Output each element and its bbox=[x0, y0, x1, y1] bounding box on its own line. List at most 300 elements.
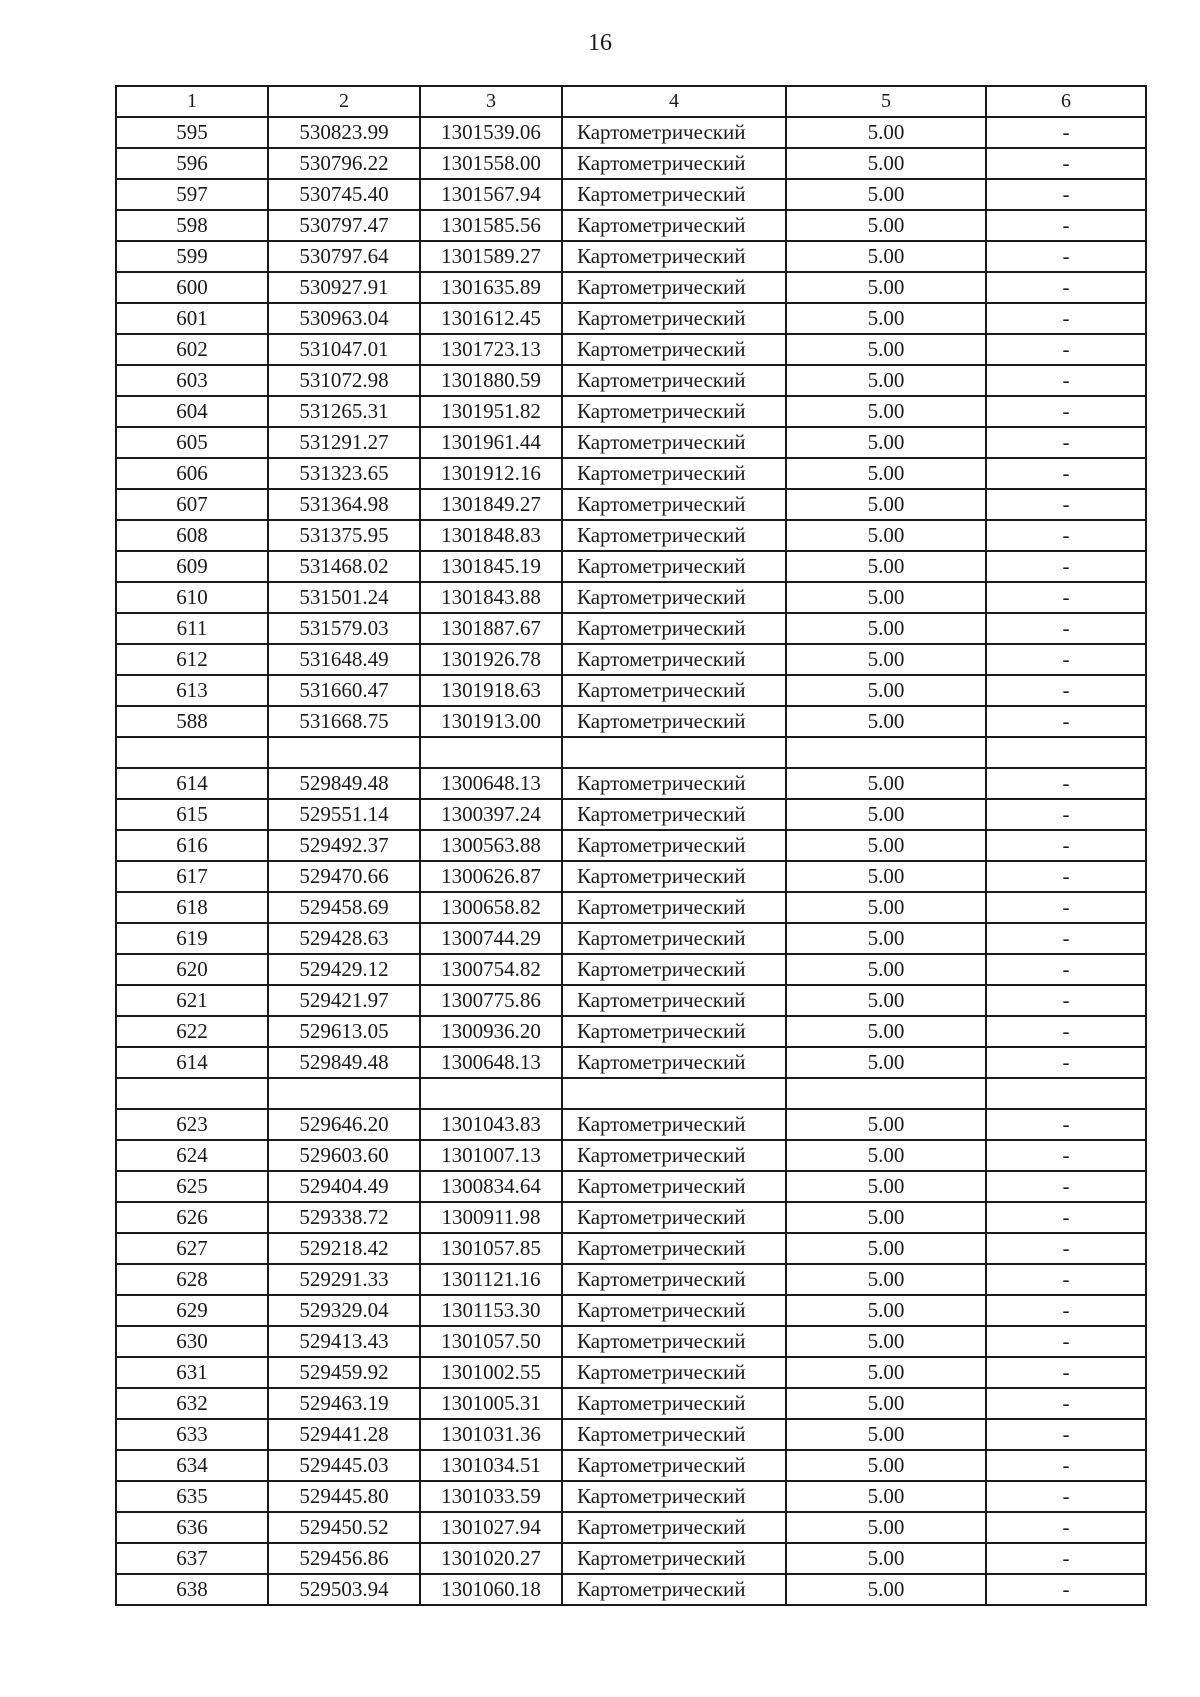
y-coordinate-cell: 1301926.78 bbox=[420, 644, 562, 675]
method-cell: Картометрический bbox=[562, 1357, 786, 1388]
x-coordinate-cell: 529456.86 bbox=[268, 1543, 420, 1574]
accuracy-cell: 5.00 bbox=[786, 272, 986, 303]
accuracy-cell: 5.00 bbox=[786, 334, 986, 365]
accuracy-cell bbox=[786, 1078, 986, 1109]
accuracy-cell: 5.00 bbox=[786, 1388, 986, 1419]
description-cell: - bbox=[986, 1016, 1146, 1047]
method-cell: Картометрический bbox=[562, 1543, 786, 1574]
method-cell: Картометрический bbox=[562, 1512, 786, 1543]
description-cell bbox=[986, 737, 1146, 768]
table-row bbox=[116, 675, 1146, 706]
method-cell: Картометрический bbox=[562, 675, 786, 706]
x-coordinate-cell: 530927.91 bbox=[268, 272, 420, 303]
accuracy-cell: 5.00 bbox=[786, 1171, 986, 1202]
accuracy-cell: 5.00 bbox=[786, 489, 986, 520]
accuracy-cell bbox=[786, 737, 986, 768]
point-number-cell: 596 bbox=[116, 148, 268, 179]
separator-row bbox=[116, 737, 1146, 768]
method-cell: Картометрический bbox=[562, 706, 786, 737]
point-number-cell: 611 bbox=[116, 613, 268, 644]
description-cell: - bbox=[986, 1171, 1146, 1202]
point-number-cell: 602 bbox=[116, 334, 268, 365]
method-cell: Картометрический bbox=[562, 582, 786, 613]
description-cell: - bbox=[986, 613, 1146, 644]
method-cell: Картометрический bbox=[562, 334, 786, 365]
x-coordinate-cell: 529503.94 bbox=[268, 1574, 420, 1605]
x-coordinate-cell: 529338.72 bbox=[268, 1202, 420, 1233]
method-cell: Картометрический bbox=[562, 1264, 786, 1295]
y-coordinate-cell: 1301849.27 bbox=[420, 489, 562, 520]
accuracy-cell: 5.00 bbox=[786, 768, 986, 799]
method-cell: Картометрический bbox=[562, 1295, 786, 1326]
description-cell: - bbox=[986, 1512, 1146, 1543]
description-cell: - bbox=[986, 954, 1146, 985]
y-coordinate-cell: 1301539.06 bbox=[420, 117, 562, 148]
point-number-cell: 612 bbox=[116, 644, 268, 675]
point-number-cell: 604 bbox=[116, 396, 268, 427]
column-header: 3 bbox=[420, 86, 562, 117]
accuracy-cell: 5.00 bbox=[786, 1233, 986, 1264]
accuracy-cell: 5.00 bbox=[786, 210, 986, 241]
table-row bbox=[116, 1202, 1146, 1233]
x-coordinate-cell: 529463.19 bbox=[268, 1388, 420, 1419]
point-number-cell: 606 bbox=[116, 458, 268, 489]
table-row bbox=[116, 1047, 1146, 1078]
description-cell: - bbox=[986, 1140, 1146, 1171]
table-row bbox=[116, 303, 1146, 334]
accuracy-cell: 5.00 bbox=[786, 1481, 986, 1512]
table-row bbox=[116, 1574, 1146, 1605]
description-cell: - bbox=[986, 706, 1146, 737]
table-row bbox=[116, 396, 1146, 427]
method-cell bbox=[562, 1078, 786, 1109]
description-cell: - bbox=[986, 1109, 1146, 1140]
table-row bbox=[116, 241, 1146, 272]
description-cell: - bbox=[986, 830, 1146, 861]
y-coordinate-cell: 1301723.13 bbox=[420, 334, 562, 365]
description-cell: - bbox=[986, 396, 1146, 427]
description-cell: - bbox=[986, 1047, 1146, 1078]
x-coordinate-cell: 531072.98 bbox=[268, 365, 420, 396]
accuracy-cell: 5.00 bbox=[786, 1109, 986, 1140]
x-coordinate-cell: 529459.92 bbox=[268, 1357, 420, 1388]
accuracy-cell: 5.00 bbox=[786, 520, 986, 551]
accuracy-cell: 5.00 bbox=[786, 148, 986, 179]
point-number-cell: 630 bbox=[116, 1326, 268, 1357]
y-coordinate-cell bbox=[420, 1078, 562, 1109]
description-cell: - bbox=[986, 458, 1146, 489]
method-cell: Картометрический bbox=[562, 1109, 786, 1140]
point-number-cell: 614 bbox=[116, 768, 268, 799]
description-cell: - bbox=[986, 675, 1146, 706]
point-number-cell: 626 bbox=[116, 1202, 268, 1233]
y-coordinate-cell: 1301612.45 bbox=[420, 303, 562, 334]
point-number-cell: 629 bbox=[116, 1295, 268, 1326]
y-coordinate-cell: 1300775.86 bbox=[420, 985, 562, 1016]
method-cell: Картометрический bbox=[562, 954, 786, 985]
description-cell: - bbox=[986, 768, 1146, 799]
point-number-cell: 638 bbox=[116, 1574, 268, 1605]
description-cell bbox=[986, 1078, 1146, 1109]
table-row bbox=[116, 1481, 1146, 1512]
description-cell: - bbox=[986, 241, 1146, 272]
x-coordinate-cell: 531291.27 bbox=[268, 427, 420, 458]
accuracy-cell: 5.00 bbox=[786, 1357, 986, 1388]
x-coordinate-cell: 529218.42 bbox=[268, 1233, 420, 1264]
method-cell: Картометрический bbox=[562, 148, 786, 179]
y-coordinate-cell: 1301033.59 bbox=[420, 1481, 562, 1512]
accuracy-cell: 5.00 bbox=[786, 613, 986, 644]
y-coordinate-cell: 1301005.31 bbox=[420, 1388, 562, 1419]
point-number-cell: 635 bbox=[116, 1481, 268, 1512]
y-coordinate-cell: 1301057.50 bbox=[420, 1326, 562, 1357]
table-header-row bbox=[116, 86, 1146, 117]
accuracy-cell: 5.00 bbox=[786, 861, 986, 892]
accuracy-cell: 5.00 bbox=[786, 1450, 986, 1481]
x-coordinate-cell: 531468.02 bbox=[268, 551, 420, 582]
accuracy-cell: 5.00 bbox=[786, 179, 986, 210]
accuracy-cell: 5.00 bbox=[786, 799, 986, 830]
accuracy-cell: 5.00 bbox=[786, 675, 986, 706]
point-number-cell: 632 bbox=[116, 1388, 268, 1419]
table-row bbox=[116, 954, 1146, 985]
method-cell: Картометрический bbox=[562, 985, 786, 1016]
y-coordinate-cell bbox=[420, 737, 562, 768]
y-coordinate-cell: 1301845.19 bbox=[420, 551, 562, 582]
accuracy-cell: 5.00 bbox=[786, 985, 986, 1016]
point-number-cell: 615 bbox=[116, 799, 268, 830]
method-cell: Картометрический bbox=[562, 1326, 786, 1357]
description-cell: - bbox=[986, 985, 1146, 1016]
x-coordinate-cell: 531668.75 bbox=[268, 706, 420, 737]
table-row bbox=[116, 613, 1146, 644]
method-cell: Картометрический bbox=[562, 861, 786, 892]
x-coordinate-cell: 529445.03 bbox=[268, 1450, 420, 1481]
separator-row bbox=[116, 1078, 1146, 1109]
accuracy-cell: 5.00 bbox=[786, 954, 986, 985]
y-coordinate-cell: 1301951.82 bbox=[420, 396, 562, 427]
y-coordinate-cell: 1301034.51 bbox=[420, 1450, 562, 1481]
y-coordinate-cell: 1301057.85 bbox=[420, 1233, 562, 1264]
method-cell: Картометрический bbox=[562, 892, 786, 923]
method-cell: Картометрический bbox=[562, 365, 786, 396]
accuracy-cell: 5.00 bbox=[786, 1264, 986, 1295]
method-cell: Картометрический bbox=[562, 1047, 786, 1078]
x-coordinate-cell: 530823.99 bbox=[268, 117, 420, 148]
x-coordinate-cell: 529413.43 bbox=[268, 1326, 420, 1357]
point-number-cell bbox=[116, 1078, 268, 1109]
point-number-cell: 595 bbox=[116, 117, 268, 148]
column-header: 1 bbox=[116, 86, 268, 117]
table-row bbox=[116, 210, 1146, 241]
table-row bbox=[116, 644, 1146, 675]
table-row bbox=[116, 1264, 1146, 1295]
column-header: 4 bbox=[562, 86, 786, 117]
x-coordinate-cell: 529458.69 bbox=[268, 892, 420, 923]
accuracy-cell: 5.00 bbox=[786, 1574, 986, 1605]
method-cell: Картометрический bbox=[562, 117, 786, 148]
point-number-cell: 636 bbox=[116, 1512, 268, 1543]
x-coordinate-cell: 531579.03 bbox=[268, 613, 420, 644]
method-cell: Картометрический bbox=[562, 241, 786, 272]
method-cell: Картометрический bbox=[562, 644, 786, 675]
x-coordinate-cell bbox=[268, 737, 420, 768]
table-row bbox=[116, 768, 1146, 799]
point-number-cell: 616 bbox=[116, 830, 268, 861]
point-number-cell: 634 bbox=[116, 1450, 268, 1481]
table-row bbox=[116, 1388, 1146, 1419]
point-number-cell: 601 bbox=[116, 303, 268, 334]
point-number-cell: 619 bbox=[116, 923, 268, 954]
x-coordinate-cell: 530963.04 bbox=[268, 303, 420, 334]
description-cell: - bbox=[986, 1543, 1146, 1574]
y-coordinate-cell: 1300626.87 bbox=[420, 861, 562, 892]
accuracy-cell: 5.00 bbox=[786, 923, 986, 954]
method-cell: Картометрический bbox=[562, 1016, 786, 1047]
x-coordinate-cell: 531364.98 bbox=[268, 489, 420, 520]
table-row bbox=[116, 179, 1146, 210]
point-number-cell: 622 bbox=[116, 1016, 268, 1047]
accuracy-cell: 5.00 bbox=[786, 1202, 986, 1233]
accuracy-cell: 5.00 bbox=[786, 1047, 986, 1078]
x-coordinate-cell: 529329.04 bbox=[268, 1295, 420, 1326]
description-cell: - bbox=[986, 334, 1146, 365]
method-cell: Картометрический bbox=[562, 427, 786, 458]
method-cell: Картометрический bbox=[562, 210, 786, 241]
point-number-cell: 624 bbox=[116, 1140, 268, 1171]
description-cell: - bbox=[986, 861, 1146, 892]
x-coordinate-cell: 531648.49 bbox=[268, 644, 420, 675]
table-row bbox=[116, 799, 1146, 830]
method-cell: Картометрический bbox=[562, 179, 786, 210]
method-cell: Картометрический bbox=[562, 396, 786, 427]
point-number-cell: 598 bbox=[116, 210, 268, 241]
description-cell: - bbox=[986, 923, 1146, 954]
method-cell: Картометрический bbox=[562, 1202, 786, 1233]
accuracy-cell: 5.00 bbox=[786, 830, 986, 861]
y-coordinate-cell: 1300936.20 bbox=[420, 1016, 562, 1047]
x-coordinate-cell: 531375.95 bbox=[268, 520, 420, 551]
accuracy-cell: 5.00 bbox=[786, 396, 986, 427]
table-row bbox=[116, 334, 1146, 365]
description-cell: - bbox=[986, 1233, 1146, 1264]
y-coordinate-cell: 1301843.88 bbox=[420, 582, 562, 613]
table-row bbox=[116, 1357, 1146, 1388]
point-number-cell: 631 bbox=[116, 1357, 268, 1388]
table-row bbox=[116, 427, 1146, 458]
point-number-cell: 621 bbox=[116, 985, 268, 1016]
description-cell: - bbox=[986, 1202, 1146, 1233]
table-row bbox=[116, 706, 1146, 737]
x-coordinate-cell: 529551.14 bbox=[268, 799, 420, 830]
table-row bbox=[116, 489, 1146, 520]
x-coordinate-cell: 530796.22 bbox=[268, 148, 420, 179]
method-cell: Картометрический bbox=[562, 1574, 786, 1605]
point-number-cell: 613 bbox=[116, 675, 268, 706]
x-coordinate-cell: 529441.28 bbox=[268, 1419, 420, 1450]
description-cell: - bbox=[986, 303, 1146, 334]
accuracy-cell: 5.00 bbox=[786, 644, 986, 675]
table-row bbox=[116, 458, 1146, 489]
description-cell: - bbox=[986, 551, 1146, 582]
table-row bbox=[116, 1512, 1146, 1543]
x-coordinate-cell: 529421.97 bbox=[268, 985, 420, 1016]
point-number-cell: 605 bbox=[116, 427, 268, 458]
description-cell: - bbox=[986, 1326, 1146, 1357]
point-number-cell: 633 bbox=[116, 1419, 268, 1450]
x-coordinate-cell: 529291.33 bbox=[268, 1264, 420, 1295]
y-coordinate-cell: 1301558.00 bbox=[420, 148, 562, 179]
accuracy-cell: 5.00 bbox=[786, 427, 986, 458]
y-coordinate-cell: 1300658.82 bbox=[420, 892, 562, 923]
point-number-cell: 599 bbox=[116, 241, 268, 272]
point-number-cell: 637 bbox=[116, 1543, 268, 1574]
x-coordinate-cell: 531047.01 bbox=[268, 334, 420, 365]
method-cell: Картометрический bbox=[562, 768, 786, 799]
x-coordinate-cell: 529849.48 bbox=[268, 1047, 420, 1078]
y-coordinate-cell: 1300754.82 bbox=[420, 954, 562, 985]
accuracy-cell: 5.00 bbox=[786, 551, 986, 582]
y-coordinate-cell: 1301961.44 bbox=[420, 427, 562, 458]
x-coordinate-cell: 531660.47 bbox=[268, 675, 420, 706]
point-number-cell: 607 bbox=[116, 489, 268, 520]
x-coordinate-cell: 529492.37 bbox=[268, 830, 420, 861]
x-coordinate-cell: 529646.20 bbox=[268, 1109, 420, 1140]
x-coordinate-cell: 529450.52 bbox=[268, 1512, 420, 1543]
method-cell: Картометрический bbox=[562, 1140, 786, 1171]
table-row bbox=[116, 582, 1146, 613]
method-cell: Картометрический bbox=[562, 1388, 786, 1419]
description-cell: - bbox=[986, 1574, 1146, 1605]
y-coordinate-cell: 1300563.88 bbox=[420, 830, 562, 861]
method-cell: Картометрический bbox=[562, 1233, 786, 1264]
description-cell: - bbox=[986, 582, 1146, 613]
column-header: 6 bbox=[986, 86, 1146, 117]
y-coordinate-cell: 1301585.56 bbox=[420, 210, 562, 241]
point-number-cell: 614 bbox=[116, 1047, 268, 1078]
table-row bbox=[116, 1543, 1146, 1574]
x-coordinate-cell: 531501.24 bbox=[268, 582, 420, 613]
x-coordinate-cell: 530745.40 bbox=[268, 179, 420, 210]
x-coordinate-cell: 529429.12 bbox=[268, 954, 420, 985]
description-cell: - bbox=[986, 365, 1146, 396]
table-row bbox=[116, 365, 1146, 396]
y-coordinate-cell: 1301060.18 bbox=[420, 1574, 562, 1605]
accuracy-cell: 5.00 bbox=[786, 1295, 986, 1326]
method-cell: Картометрический bbox=[562, 272, 786, 303]
x-coordinate-cell: 531265.31 bbox=[268, 396, 420, 427]
method-cell: Картометрический bbox=[562, 1450, 786, 1481]
y-coordinate-cell: 1300834.64 bbox=[420, 1171, 562, 1202]
method-cell: Картометрический bbox=[562, 1171, 786, 1202]
description-cell: - bbox=[986, 148, 1146, 179]
y-coordinate-cell: 1301635.89 bbox=[420, 272, 562, 303]
table-row bbox=[116, 1295, 1146, 1326]
x-coordinate-cell: 529603.60 bbox=[268, 1140, 420, 1171]
description-cell: - bbox=[986, 489, 1146, 520]
x-coordinate-cell: 529849.48 bbox=[268, 768, 420, 799]
description-cell: - bbox=[986, 1481, 1146, 1512]
description-cell: - bbox=[986, 1450, 1146, 1481]
description-cell: - bbox=[986, 1419, 1146, 1450]
accuracy-cell: 5.00 bbox=[786, 365, 986, 396]
y-coordinate-cell: 1301121.16 bbox=[420, 1264, 562, 1295]
point-number-cell: 588 bbox=[116, 706, 268, 737]
method-cell: Картометрический bbox=[562, 458, 786, 489]
table-row bbox=[116, 272, 1146, 303]
table-row bbox=[116, 985, 1146, 1016]
point-number-cell: 603 bbox=[116, 365, 268, 396]
point-number-cell: 597 bbox=[116, 179, 268, 210]
x-coordinate-cell: 530797.64 bbox=[268, 241, 420, 272]
table-row bbox=[116, 1326, 1146, 1357]
description-cell: - bbox=[986, 1357, 1146, 1388]
table-row bbox=[116, 1450, 1146, 1481]
description-cell: - bbox=[986, 210, 1146, 241]
accuracy-cell: 5.00 bbox=[786, 1326, 986, 1357]
point-number-cell: 610 bbox=[116, 582, 268, 613]
point-number-cell: 617 bbox=[116, 861, 268, 892]
method-cell: Картометрический bbox=[562, 923, 786, 954]
point-number-cell: 600 bbox=[116, 272, 268, 303]
table-row bbox=[116, 520, 1146, 551]
accuracy-cell: 5.00 bbox=[786, 1016, 986, 1047]
table-row bbox=[116, 861, 1146, 892]
description-cell: - bbox=[986, 799, 1146, 830]
y-coordinate-cell: 1301567.94 bbox=[420, 179, 562, 210]
y-coordinate-cell: 1301027.94 bbox=[420, 1512, 562, 1543]
x-coordinate-cell: 529428.63 bbox=[268, 923, 420, 954]
method-cell: Картометрический bbox=[562, 1419, 786, 1450]
accuracy-cell: 5.00 bbox=[786, 241, 986, 272]
method-cell: Картометрический bbox=[562, 489, 786, 520]
description-cell: - bbox=[986, 1295, 1146, 1326]
x-coordinate-cell: 531323.65 bbox=[268, 458, 420, 489]
y-coordinate-cell: 1301912.16 bbox=[420, 458, 562, 489]
y-coordinate-cell: 1301589.27 bbox=[420, 241, 562, 272]
accuracy-cell: 5.00 bbox=[786, 1419, 986, 1450]
description-cell: - bbox=[986, 117, 1146, 148]
coordinates-table bbox=[115, 85, 1147, 1606]
y-coordinate-cell: 1300911.98 bbox=[420, 1202, 562, 1233]
x-coordinate-cell: 529404.49 bbox=[268, 1171, 420, 1202]
table-row bbox=[116, 1171, 1146, 1202]
point-number-cell: 609 bbox=[116, 551, 268, 582]
description-cell: - bbox=[986, 1264, 1146, 1295]
y-coordinate-cell: 1301020.27 bbox=[420, 1543, 562, 1574]
point-number-cell: 608 bbox=[116, 520, 268, 551]
x-coordinate-cell: 530797.47 bbox=[268, 210, 420, 241]
y-coordinate-cell: 1301031.36 bbox=[420, 1419, 562, 1450]
point-number-cell: 627 bbox=[116, 1233, 268, 1264]
table-row bbox=[116, 148, 1146, 179]
y-coordinate-cell: 1301887.67 bbox=[420, 613, 562, 644]
y-coordinate-cell: 1301153.30 bbox=[420, 1295, 562, 1326]
method-cell bbox=[562, 737, 786, 768]
y-coordinate-cell: 1301002.55 bbox=[420, 1357, 562, 1388]
table-row bbox=[116, 1109, 1146, 1140]
table-row bbox=[116, 1140, 1146, 1171]
column-header: 2 bbox=[268, 86, 420, 117]
point-number-cell: 623 bbox=[116, 1109, 268, 1140]
y-coordinate-cell: 1301007.13 bbox=[420, 1140, 562, 1171]
method-cell: Картометрический bbox=[562, 799, 786, 830]
column-header: 5 bbox=[786, 86, 986, 117]
x-coordinate-cell: 529470.66 bbox=[268, 861, 420, 892]
x-coordinate-cell: 529445.80 bbox=[268, 1481, 420, 1512]
x-coordinate-cell bbox=[268, 1078, 420, 1109]
method-cell: Картометрический bbox=[562, 613, 786, 644]
